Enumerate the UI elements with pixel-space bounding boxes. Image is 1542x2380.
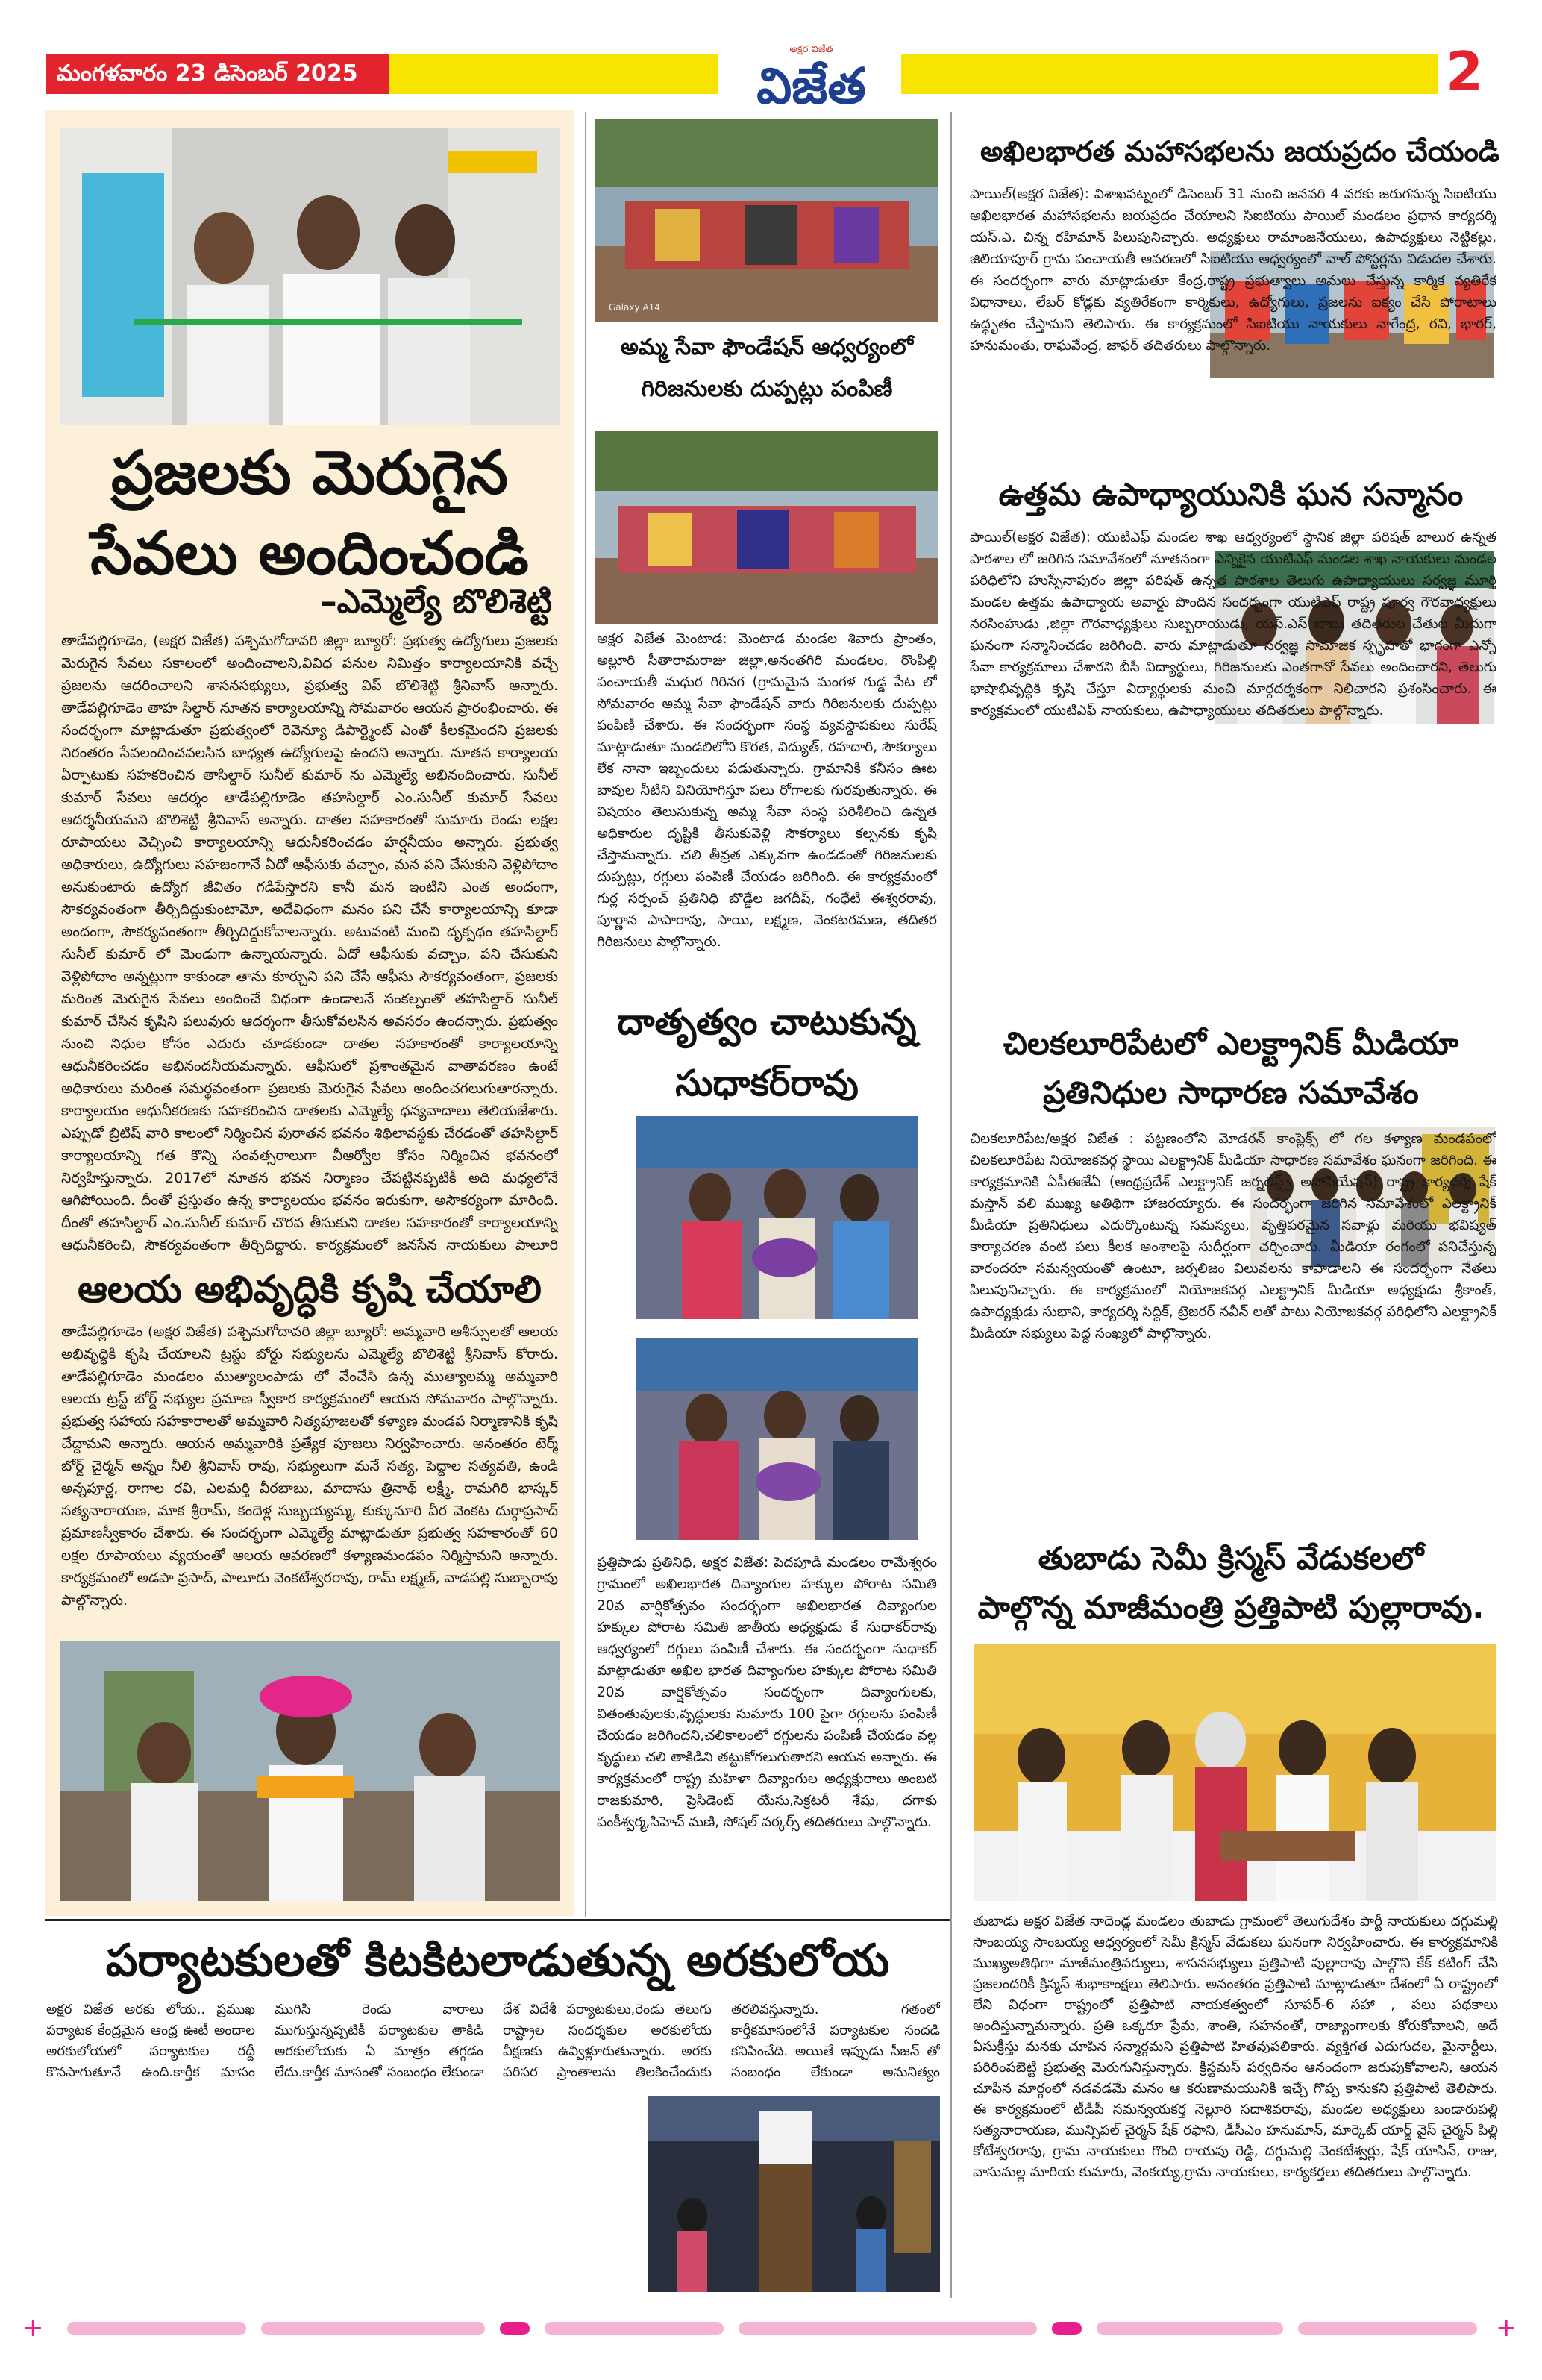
amma-foundation-photo-2 [595,431,938,624]
araku-headline: పర్యాటకులతో కిటకిటలాడుతున్న అరకులోయ [105,1935,890,1987]
araku-top-rule [45,1919,950,1921]
temple-ceremony-photo [60,1641,560,1901]
akhila-article-body: పాయిల్(అక్షర విజేత): విశాఖపట్నంలో డిసెంబర్ 31 నుంచి జనవరి 4 వరకు జరుగనున్న సిఐటియు అఖిలభారత మహాసభలను జయప్రదం చేయాలని సిఐటియు పాయిల్ మండలం ప్రధాన కార్యదర్శి యస్.ఎ. చిన్న రహిమాన్ పిలుపునిచ్చారు. అధ్యక్షులు రామాంజనేయులు, ఉపాధ్యక్షులు నెట్టికల్లు, జిలియాపూర్ గ్రామ పంచాయతీ ఆవరణలో సిఐటియు ఆధ్వర్యంలో వాల్ పోస్టర్లను విడుదల చేశారు. ఈ సందర్భంగా వారు మాట్లాడుతూ కేంద్ర,రాష్ట్ర ప్రభుత్వాలు అమలు చేస్తున్న కార్మిక వ్యతిరేక విధానాలు, లేబర్ కోడ్లకు వ్యతిరేకంగా కార్మికులు, ఉద్యోగులు, ప్రజలను ఐక్యం చేసి పోరాటాలు ఉద్ధృతం చేస్తామని తెలిపారు. ఈ కార్యక్రమంలో సిఐటియు నాయకులు నాగేంద్ర, రవి, భారర్, హనుమంతు, రాఘవేంద్ర, జాఫర్ తదితరులు పాల్గొన్నారు. [970,187,1496,354]
christmas-cake-cutting-photo [974,1644,1496,1901]
amma-article-body: అక్షర విజేత మెంటాడ: మెంటాడ మండల శివారు ప్రాంతం, అల్లూరి సీతారామరాజు జిల్లా,అనంతగిరి మండలం, రొంపిల్లి పంచాయతీ మధుర గిరినగ (గ్రామమైన మంగళ గుడ్డ పేట లో సోమవారం అమ్మ సేవా ఫౌండేషన్ వారు గిరిజనులకు దుప్పట్లు పంపిణీ చేశారు. ఈ సందర్భంగా సంస్థ వ్యవస్థాపకులు సురేష్ మాట్లాడుతూ మండలిలోని కొరత, విద్యుత్, రహదారి, సౌకర్యాలు లేక నానా ఇబ్బందులు పడుతున్నారు. గ్రామానికి కనీసం ఊట బావుల నీటిని వినియోగిస్తూ పలు రోగాలకు గురవుతున్నారు. ఈ విషయం తెలుసుకున్న అమ్మ సేవా సంస్థ పరిశీలించి ఉన్నత అధికారుల దృష్టికి తీసుకువెళ్లి సౌకర్యాలు కల్పనకు కృషి చేస్తామన్నారు. చలి తీవ్రత ఎక్కువగా ఉండడంతో గిరిజనులకు దుప్పట్లు, రగ్గులు పంపిణీ చేయడం జరిగింది. ఈ కార్యక్రమంలో గుర్ల సర్పంచ్ ప్రతినిధి బొడ్డేల జగదీష్, గంధేటి ఈశ్వరరావు, పూర్ణాన పాపారావు, సాయి, లక్ష్మణ, వెంకటరమణ, తదితర గిరిజనులు పాల్గొన్నారు. [597,631,937,950]
sudhakar-headline-line2: సుధాకర్‌రావు [675,1062,859,1104]
blanket-distribution-photo-2 [636,1338,918,1540]
footer-star-icon-right: + [1496,2313,1517,2343]
footer-pink-segment [500,2322,530,2335]
mla-headline-line1: ప్రజలకు మెరుగైన [111,438,508,507]
masthead-bar-right [901,54,1438,94]
teacher-article-body: పాయిల్(అక్షర విజేత): యుటిఎఫ్ మండల శాఖ ఆధ్వర్యంలో స్థానిక జిల్లా పరిషత్ బాలుర ఉన్నత పాఠశాల లో జరిగిన సమావేశంలో నూతనంగా ఎన్నికైన యుటిఎఫ్ మండల శాఖ నాయకులు మండల పరిధిలోని హుస్సేనాపురం జిల్లా పరిషత్ ఉన్నత పాఠశాల తెలుగు ఉపాధ్యాయులు సర్వజ్ఞ మూర్తి మండల ఉత్తమ ఉపాధ్యాయ అవార్డు పొందిన సందర్భంగా యుటిఎఫ్ రాష్ట్ర పూర్వ గౌరవాధ్యక్షులు నరసింహుడు ,జిల్లా గౌరవాధ్యక్షులు సుబ్బరాయుడు, యస్.ఎస్ బాబు తదితరుల చేతుల మీదుగా ఘనంగా సన్మానించడం జరిగింది. వారు మాట్లాడుతూ సర్వజ్ఞ సామాజిక స్పృహతో భాగంగా ఎన్నో సేవా కార్యక్రమాలు చేశారని బీసీ విద్యార్థులు, గిరిజనులకు ఎంతగానో సేవలు అందించారని, తెలుగు భాషాభివృద్ధికి కృషి చేస్తూ విద్యార్థులకు మంచి మార్గదర్శకంగా నిలిచారని ప్రశంసించారు. ఈ కార్యక్రమంలో యుటిఎఫ్ నాయకులు, ఉపాధ్యాయులు తదితరులు పాల్గొన్నారు. [970,530,1496,718]
page-number: 2 [1445,40,1484,103]
mla-headline-line2: సేవలు అందించండి [90,519,529,588]
electronic-media-article-body: చిలకలూరిపేట/అక్షర విజేత : పట్టణంలోని మోడరన్ కాంప్లెక్స్ లో గల కళ్యాణ మండపంలో చిలకలూరిపేట నియోజకవర్గ స్థాయి ఎలక్ట్రానిక్ మీడియా సాధారణ సమావేశం ఘనంగా జరిగింది. ఈ కార్యక్రమానికి ఏపీఈజేఏ (ఆంధ్రప్రదేశ్ ఎలక్ట్రానిక్ జర్నలిస్ట్స్ అసోసియేషన్) రాష్ట్ర కార్యదర్శి షేక్ మస్తాన్ వలి ముఖ్య అతిథిగా హాజరయ్యారు. ఈ సందర్భంగా జరిగిన సమావేశంలో ఎలక్ట్రానిక్ మీడియా ప్రతినిధులు ఎదుర్కొంటున్న సమస్యలు, వృత్తిపరమైన సవాళ్లు మరియు భవిష్యత్ కార్యాచరణ వంటి పలు కీలక అంశాలపై సుదీర్ఘంగా చర్చించారు. మీడియా రంగంలో పనిచేస్తున్న వారందరూ సమన్వయంతో ఉంటూ, జర్నలిజం విలువలను కాపాడాలని ఈ సందర్భంగా నేతలు పిలుపునిచ్చారు. ఈ కార్యక్రమంలో నియోజకవర్గ ఎలక్ట్రానిక్ మీడియా అధ్యక్షుడు శ్రీకాంత్, ఉపాధ్యక్షుడు సుభాని, కార్యదర్శి సిద్దిక్, ట్రెజరర్ నవీన్ లతో పాటు నియోజకవర్గ పరిధిలోని ఎలక్ట్రానిక్ మీడియా సభ్యులు పెద్ద సంఖ్యలో పాల్గొన్నారు. [970,1131,1496,1341]
footer-pink-segment [261,2322,485,2335]
ribbon-cutting-photo [60,128,560,425]
akhila-headline: అఖిలభారత మహాసభలను జయప్రదం చేయండి [980,135,1499,168]
christmas-headline-line2: పాల్గొన్న మాజీమంత్రి ప్రత్తిపాటి పుల్లారావు. [977,1589,1485,1626]
logo-wordmark: విజేత [756,57,866,115]
footer-pink-segment [1097,2322,1283,2335]
photo-watermark: Galaxy A14 [609,302,660,313]
footer-pink-segment [1298,2322,1477,2335]
footer-pink-segment [67,2322,246,2335]
amma-caption-line2: గిరిజనులకు దుప్పట్లు పంపిణీ [641,376,893,402]
column-divider-1 [585,112,586,1917]
amma-foundation-photo-1 [595,119,938,322]
newspaper-logo [731,43,891,118]
column-divider-2 [950,112,952,2298]
araku-tourists-photo [648,2096,940,2292]
footer-pink-segment [739,2322,1037,2335]
christmas-headline-line1: తుబాడు సెమీ క్రిస్మస్ వేడుకలలో [1038,1540,1424,1576]
temple-article-body: తాడేపల్లిగూడెం (అక్షర విజేత) పశ్చిమగోదావరి జిల్లా బ్యూరో: అమ్మవారి ఆశీస్సులతో ఆలయ అభివృద్ధికి కృషి చేయాలని ట్రస్టు బోర్డు సభ్యులను ఎమ్మెల్యే బొలిశెట్టి శ్రీనివాస్ కోరారు. తాడేపల్లిగూడెం మండలం ముత్యాలంపాడు లో వేంచేసి ఉన్న ముత్యాలమ్మ అమ్మవారి ఆలయ ట్రస్ట్ బోర్డ్ సభ్యుల ప్రమాణ స్వీకార కార్యక్రమంలో ఆయన సోమవారం పాల్గొన్నారు. ప్రభుత్వ సహాయ సహకారాలతో అమ్మవారి నిత్యపూజలతో కళ్యాణ మండప నిర్మాణానికి కృషి చేద్దామని అన్నారు. ఆయన అమ్మవారికి ప్రత్యేక పూజలు నిర్వహించారు. అనంతరం టెర్మ్ బోర్డ్ చైర్మన్ అన్నం నీలి శ్రీనివాస్ రావు, సభ్యులుగా మనే సత్య, పెద్దాల సత్యవతి, ఉండి అన్నపూర్ణ, రాగాల రవి, ఎలమర్తి వీరబాబు, మాదాసు త్రినాథ్ లక్ష్మీ, రామగిరి భాస్కర్ సత్యనారాయణ, మాక శ్రీరామ్, కందెళ్ల సుబ్బయ్యమ్మ, కుక్కునూరి వీర వెంకట దుర్గాప్రసాద్ ప్రమాణస్వీకారం చేశారు. ఈ సందర్భంగా ఎమ్మెల్యే మాట్లాడుతూ ప్రభుత్వ సహకారంతో 60 లక్షల రూపాయలు వ్యయంతో ఆలయ ఆవరణలో కళ్యాణమండపం నిర్మిస్తామని అన్నారు. కార్యక్రమంలో అడపా ప్రసాద్, పాలూరు వెంకటేశ్వరరావు, రామ్ లక్ష్మణ్, వాడపల్లి సుబ్బారావు పాల్గొన్నారు. [61,1324,558,1609]
teacher-headline: ఉత్తమ ఉపాధ్యాయునికి ఘన సన్మానం [998,476,1464,513]
amma-caption-line1: అమ్మ సేవా ఫౌండేషన్ ఆధ్వర్యంలో [620,334,914,360]
christmas-article-body: తుబాడు అక్షర విజేత నాదెండ్ల మండలం తుబాడు గ్రామంలో తెలుగుదేశం పార్టీ నాయకులు దగ్గుమల్లి సాంబయ్య సాంబయ్య ఆధ్వర్యంలో సెమీ క్రిస్మస్ వేడుకలు ఘనంగా నిర్వహించారు. ఈ కార్యక్రమానికి ముఖ్యఅతిథిగా మాజీమంత్రివర్యులు, శాసనసభ్యులు ప్రత్తిపాటి పుల్లారావు పాల్గొని కేక్ కటింగ్ చేసి ప్రజలందరికీ క్రిస్మస్ శుభాకాంక్షలు తెలిపారు. అనంతరం ప్రత్తిపాటి మాట్లాడుతూ దేశంలో ఏ రాష్ట్రంలో లేని విధంగా రాష్ట్రంలో ప్రత్తిపాటి నాయకత్వంలో సూపర్-6 సహా , పలు పథకాలు అందిస్తున్నామన్నారు. ప్రతి ఒక్కరూ ప్రేమ, శాంతి, సహనంతో, రాజ్యాంగాలకు కోరుకోవాలని, అదే ఏసుక్రీస్తు మనకు చూపిన సన్మార్గమని ప్రత్తిపాటి హితవుపలికారు. వ్యక్తిగత ఎదుగుదల, మైనార్టీలు, పరిరింపబెట్టి ప్రభుత్వ మెరుగునిస్తున్నారు. క్రిస్టమస్ పర్వదినం ఆనందంగా జరుపుకోవాలని, ఆయన చూపిన మార్గంలో నడవడమే మనం ఆ కరుణామయునికి ఇచ్చే గొప్ప కానుకని ప్రత్తిపాటి తెలిపారు. ఈ కార్యక్రమంలో టీడీపీ సమన్వయకర్త నెల్లూరి సదాశివరావు, మండల అధ్యక్షులు బండారుపల్లి సత్యనారాయణ, మున్సిపల్ చైర్మన్ షేక్ రఫాని, డీసీఎం హనుమాన్, మార్కెట్ యార్డ్ వైస్ చైర్మన్ పిల్లి కోటేశ్వరరావు, గ్రామ నాయకులు గొంది రాయపు రెడ్డి, దగ్గుమల్లి వెంకటేశ్వర్లు, షేక్ యాసిన్, రాజు, వాసుమల్ల మారియ కుమారు, వెంకయ్య,గ్రామ నాయకులు, కార్యకర్తలు తదితరులు పాల్గొన్నారు. [973,1914,1498,2180]
logo-tagline: అక్షర విజేత [789,44,833,55]
footer-pink-segment [545,2322,724,2335]
footer-star-icon-left: + [22,2313,44,2343]
araku-article-body-cont [46,2092,636,2301]
issue-date: మంగళవారం 23 డిసెంబర్ 2025 [46,54,389,94]
mla-subheadline: –ఎమ్మెల్యే బొలిశెట్టి [320,583,552,621]
araku-article-body: అక్షర విజేత అరకు లోయ.. ప్రముఖ పర్యాటక కేంద్రమైన ఆంధ్ర ఊటీ అందాల అరకులోయలో పర్యాటకుల రద్దీ కొనసాగుతూనే ఉంది.కార్తీక మాసం ముగిసి రెండు వారాలు ముగుస్తున్నప్పటికీ పర్యాటకుల తాకిడి అరకులోయకు ఏ మాత్రం తగ్గడం లేదు.కార్తీక మాసంతో సంబంధం లేకుండా దేశ విదేశీ పర్యాటకులు,రెండు తెలుగు రాష్ట్రాల సందర్శకుల అరకులోయ వీక్షణకు ఉవ్విళ్లూరుతున్నారు. అరకు పరిసర ప్రాంతాలను తిలకించేందుకు తరలివస్తున్నారు. గతంలో కార్తీకమాసంలోనే పర్యాటకుల సందడి కనిపించేది. అయితే ఇప్పుడు సీజన్ తో సంబంధం లేకుండా అనునిత్యం [46,2002,940,2080]
electronic-media-headline-line2: ప్రతినిధుల సాధారణ సమావేశం [1043,1074,1419,1111]
blanket-distribution-photo-1 [636,1116,918,1319]
page-footer-ornament [22,2313,1520,2343]
temple-headline: ఆలయ అభివృద్ధికి కృషి చేయాలి [78,1268,542,1311]
sudhakar-headline-line1: దాతృత్వం చాటుకున్న [617,1001,917,1043]
footer-pink-segment [1052,2322,1082,2335]
mla-article-body: తాడేపల్లిగూడెం, (అక్షర విజేత) పశ్చిమగోదావరి జిల్లా బ్యూరో: ప్రభుత్వ ఉద్యోగులు ప్రజలకు మెరుగైన సేవలు సకాలంలో అందించాలని,వివిధ పనుల నిమిత్తం కార్యాలయానికి వచ్చే ప్రజలను ఆదరించాలని శాసనసభ్యులు, ప్రభుత్వ విప్ బొలిశెట్టి శ్రీనివాస్ అన్నారు. తాడేపల్లిగూడెం తాహ సిల్దార్ నూతన కార్యాలయాన్ని సోమవారం ఆయన ప్రారంభించారు. ఈ సందర్భంగా మాట్లాడుతూ ప్రభుత్వంలో రెవెన్యూ డిపార్ట్మెంట్ ఎంతో కీలకమైందని ప్రజలకు నిరంతరం సేవలందించవలసిన బాధ్యత ఉద్యోగులపై ఉందని అన్నారు. నూతన కార్యాలయ ఏర్పాటుకు సహకరించిన తాసిల్దార్ సునీల్ కుమార్ ను ఎమ్మెల్యే అభినందించారు. సునీల్ కుమార్ సేవలు ఆదర్శం తాడేపల్లిగూడెం తహసిల్దార్ ఎం.సునీల్ కుమార్ సేవలు ఆదర్శనీయమని బొలిశెట్టి శ్రీనివాస్ అన్నారు. దాతల సహకారంతో సుమారు రెండు లక్షల రూపాయలు వెచ్చించి కార్యాలయాన్ని ఆధునీకరించడం హర్షనీయం అన్నారు. ప్రభుత్వ అధికారులు, ఉద్యోగులు సహజంగానే ఏదో ఆఫీసుకు వచ్చాం, మన పని చేసుకుని వెళ్లిపోదాం అనుకుంటారు ఉద్యోగ జీవితం గడిపేస్తారని కానీ మన ఇంటిని ఎంత అందంగా, సౌకర్యవంతంగా తీర్చిదిద్దుకుంటామో, అదేవిధంగా మనం పని చేసే కార్యాలయాన్ని కూడా అందంగా, సౌకర్యవంతంగా తీర్చిదిద్దుకోవాలన్నారు. అటువంటి మంచి దృక్పథం తహసిల్దార్ సునీల్ కుమార్ లో మెండుగా ఉన్నాయన్నారు. ఏదో ఆఫీసుకు వచ్చాం, పని చేసుకుని వెళ్లిపోదాం అన్నట్లుగా కాకుండా తాను కూర్చుని పని చేసే ఆఫీసు సౌకర్యవంతంగా, ప్రజలకు మరింత మెరుగైన సేవలు అందించే విధంగా ఉండాలనే సంకల్పంతో తహసిల్దార్ సునీల్ కుమార్ చేసిన కృషిని పలువురు ఆదర్శంగా తీసుకోవలసిన అవసరం ఉందన్నారు. ప్రభుత్వం నుంచి నిధుల కోసం ఎదురు చూడకుండా దాతల సహకారంతో కార్యాలయాన్ని ఆధునీకరించడం అభినందనీయమన్నారు. ఆఫీసులో ప్రశాంతమైన వాతావరణం ఉంటే అధికారులు మరింత సమర్థవంతంగా ప్రజలకు మెరుగైన సేవలు అందించగలుగుతారన్నారు. కార్యాలయం ఆధునీకరణకు సహకరించిన దాతలకు ఎమ్మెల్యే ధన్యవాదాలు తెలియజేశారు. ఎప్పుడో బ్రిటిష్ వారి కాలంలో నిర్మించిన పురాతన భవనం శిథిలావస్థకు చేరడంతో తహసిల్దార్ కార్యాలయాన్ని గత కొన్ని సంవత్సరాలుగా వీఆర్వోల కోసం నిర్మించిన భవనంలో నిర్వహిస్తున్నారు. 2017లో నూతన భవన నిర్మాణం చేపట్టినప్పటికీ అది మధ్యలోనే ఆగిపోయింది. దీంతో ప్రస్తుతం ఉన్న కార్యాలయం భవనం ఇరుకుగా, అసౌకర్యంగా మారింది. దీంతో తహసిల్దార్ ఎం.సునీల్ కుమార్ చొరవ తీసుకుని దాతల సహకారంతో కార్యాలయాన్ని ఆధునీకరించి, సౌకర్యవంతంగా తీర్చిదిద్దారు. కార్యక్రమంలో జనసేన నాయకులు పాలూరి [61,633,558,1253]
sudhakar-article-body: ప్రత్తిపాడు ప్రతినిధి, అక్షర విజేత: పెదపూడి మండలం రామేశ్వరం గ్రామంలో అఖిలభారత దివ్యాంగుల హక్కుల పోరాట సమితి 20వ వార్షికోత్సవం సందర్భంగా అఖిలభారత దివ్యాంగుల హక్కుల పోరాట సమితి జాతీయ అధ్యక్షుడు కే సుధాకర్‌రావు ఆధ్వర్యంలో రగ్గులు పంపిణీ చేశారు. ఈ సందర్భంగా సుధాకర్ మాట్లాడుతూ అఖిల భారత దివ్యాంగుల హక్కుల పోరాట సమితి 20వ వార్షికోత్సవం సందర్భంగా దివ్యాంగులకు, వితంతువులకు,వృద్ధులకు సుమారు 100 పైగా రగ్గులను పంపిణీ చేయడం జరిగిందని,చలికాలంలో రగ్గులను పంపిణీ చేయడం వల్ల వృద్ధులు చలి తాకిడిని తట్టుకోగలుగుతారని ఆయన అన్నారు. ఈ కార్యక్రమంలో రాష్ట్ర మహిళా దివ్యాంగుల అధ్యక్షురాలు అంబటి రాజకుమారి, ప్రెసిడెంట్ యేసు,సెక్రటరీ శేషు, దగాకు పంకీశ్వర్మ,సిహెచ్ మణి, సోషల్ వర్కర్స్ తదితరులు పాల్గొన్నారు. [597,1555,937,1830]
electronic-media-headline-line1: చిలకలూరిపేటలో ఎలక్ట్రానిక్ మీడియా [1003,1025,1459,1062]
masthead-bar-left [389,54,718,94]
